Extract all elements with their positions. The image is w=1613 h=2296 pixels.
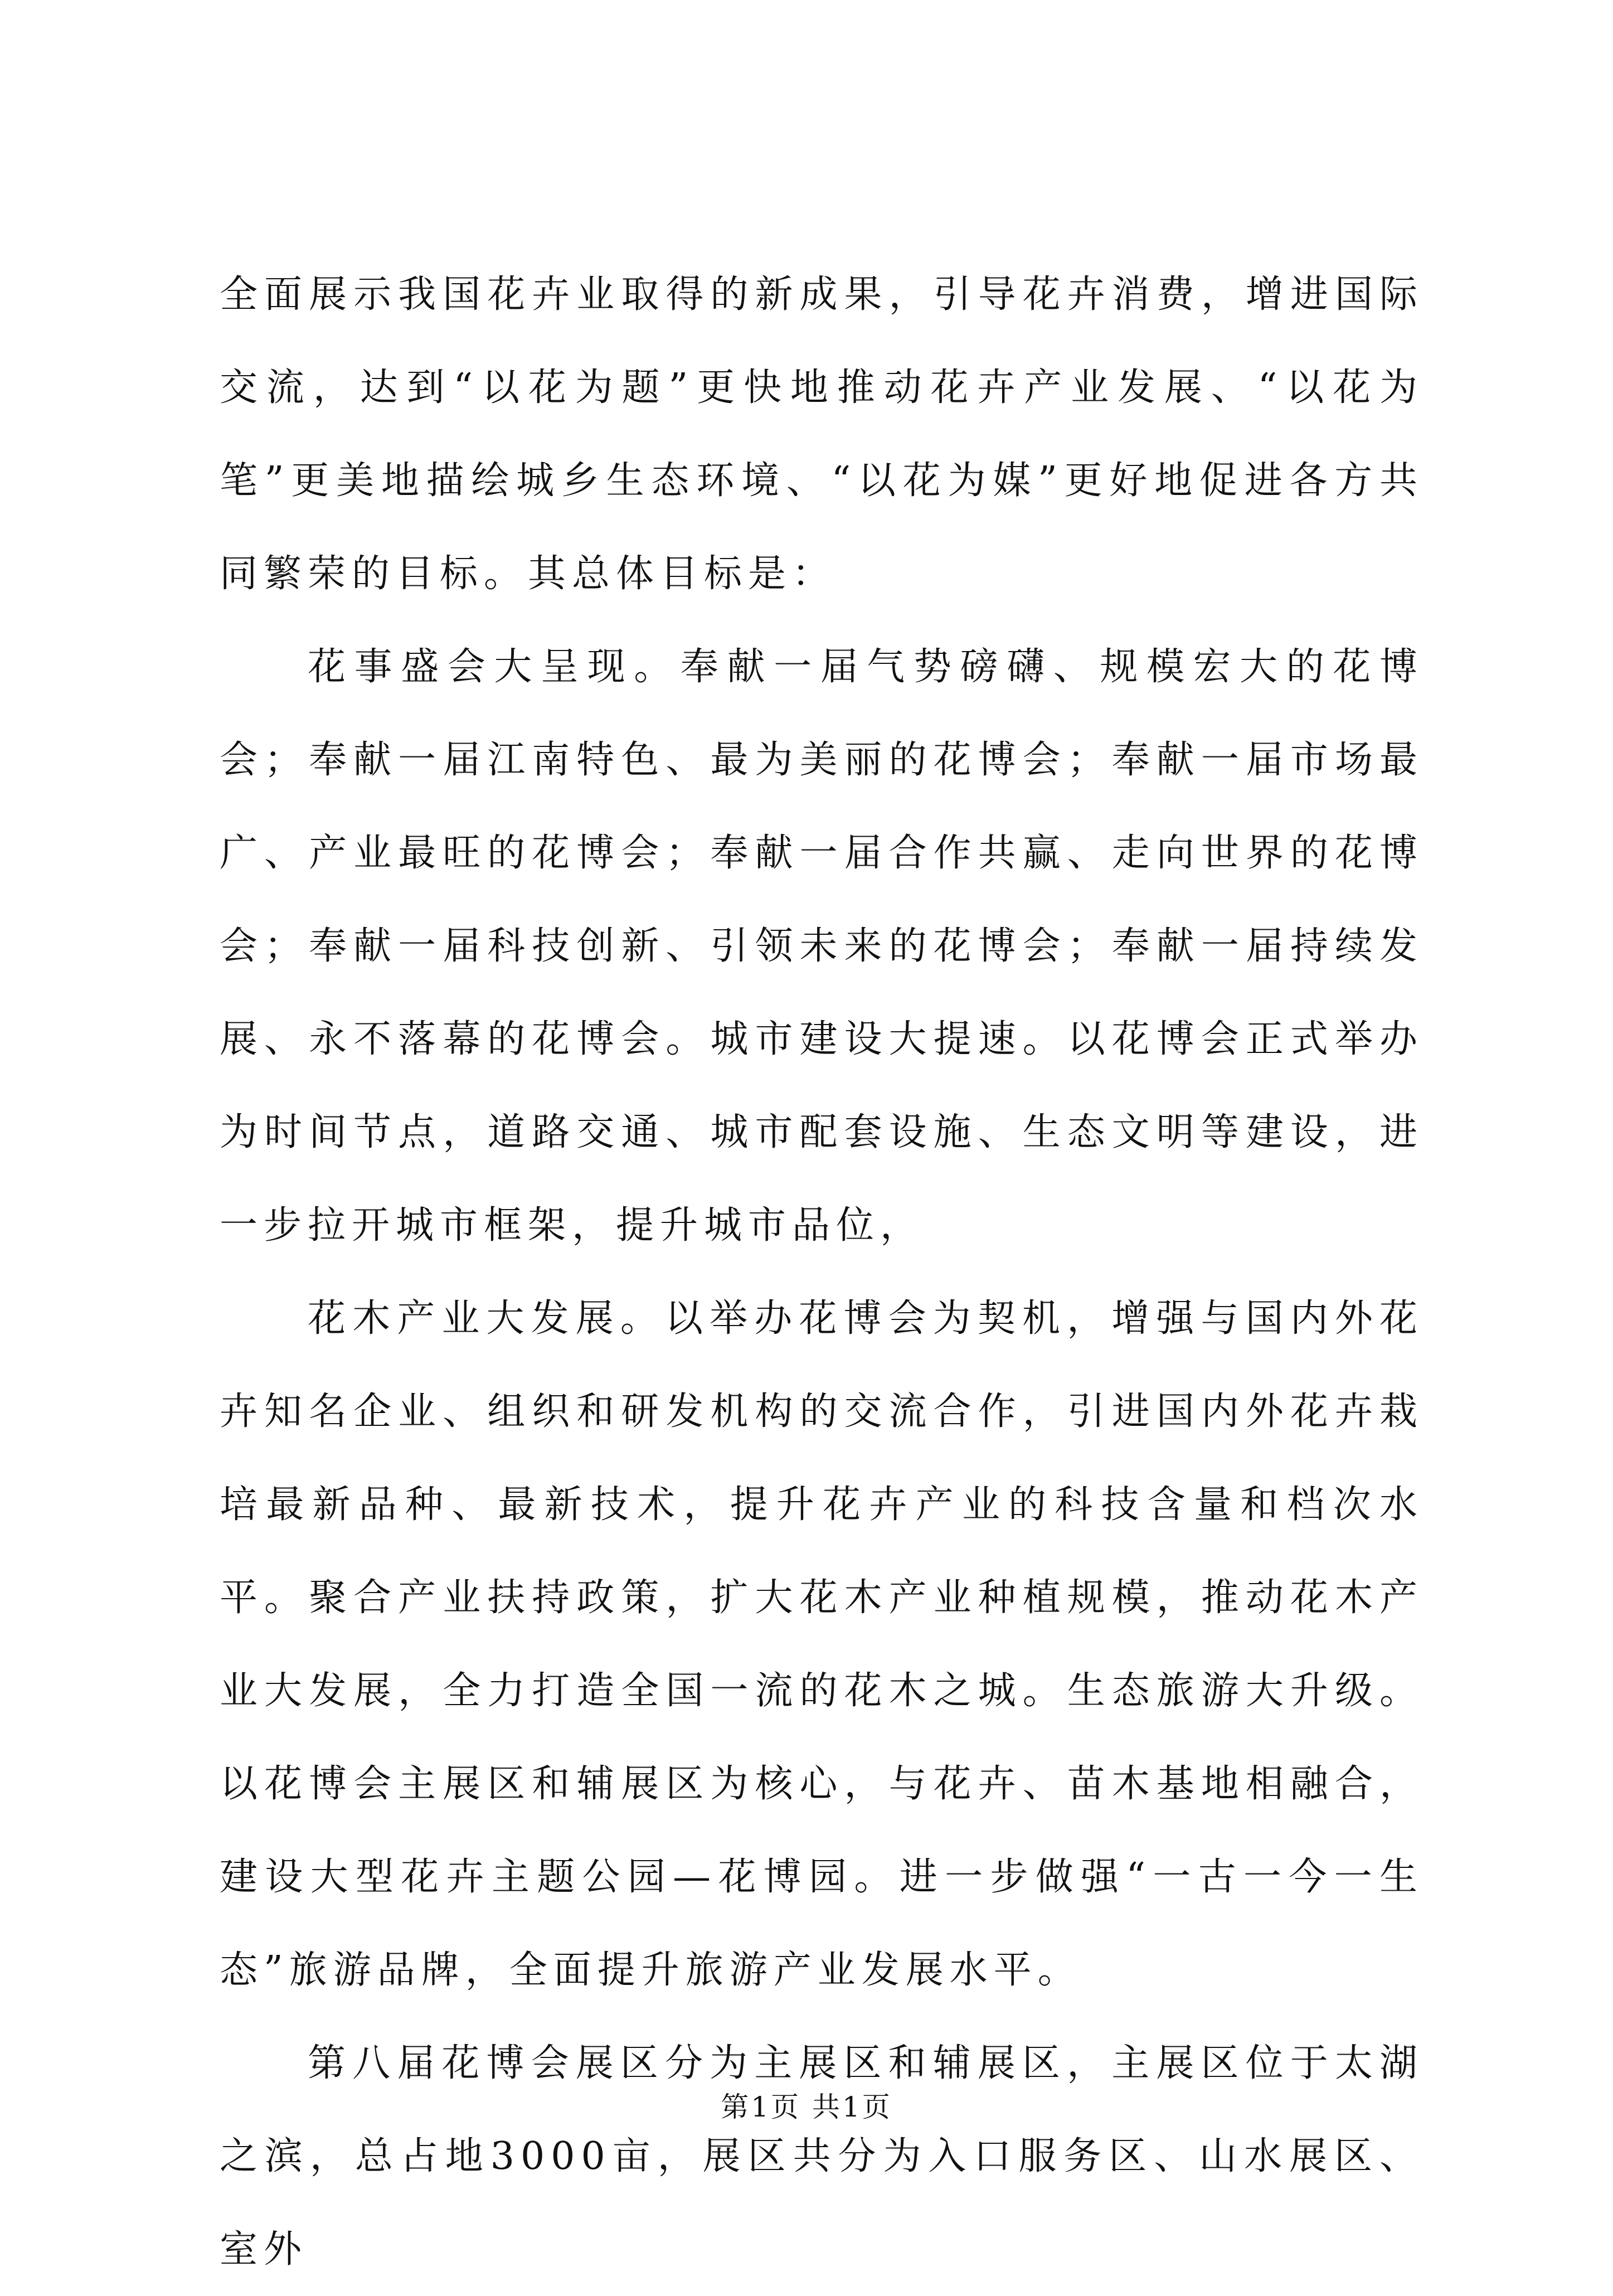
- paragraph-1: 全面展示我国花卉业取得的新成果，引导花卉消费，增进国际交流，达到“以花为题”更快地推动花卉产业发展、“以花为笔”更美地描绘城乡生态环境、“以花为媒”更好地促进各方共同繁荣的目标。其总体目标是：: [220, 273, 1423, 596]
- paragraph-4: 第八届花博会展区分为主展区和辅展区，主展区位于太湖之滨，总占地3000亩，展区共分为入口服务区、山水展区、室外: [220, 2041, 1423, 2271]
- paragraph-2: 花事盛会大呈现。奉献一届气势磅礴、规模宏大的花博会；奉献一届江南特色、最为美丽的花博会；奉献一届市场最广、产业最旺的花博会；奉献一届合作共赢、走向世界的花博会；奉献一届科技创新、引领未来的花博会；奉献一届持续发展、永不落幕的花博会。城市建设大提速。以花博会正式举办为时间节点，道路交通、城市配套设施、生态文明等建设，进一步拉开城市框架，提升城市品位，: [220, 645, 1423, 1247]
- paragraph-3: 花木产业大发展。以举办花博会为契机，增强与国内外花卉知名企业、组织和研发机构的交流合作，引进国内外花卉栽培最新品种、最新技术，提升花卉产业的科技含量和档次水平。聚合产业扶持政策，扩大花木产业种植规模，推动花木产业大发展，全力打造全国一流的花木之城。生态旅游大升级。以花博会主展区和辅展区为核心，与花卉、苗木基地相融合，建设大型花卉主题公园—花博园。进一步做强“一古一今一生态”旅游品牌，全面提升旅游产业发展水平。: [220, 1297, 1423, 1992]
- document-body: [220, 248, 1423, 2296]
- page-footer: 第1页 共1页: [721, 2091, 892, 2123]
